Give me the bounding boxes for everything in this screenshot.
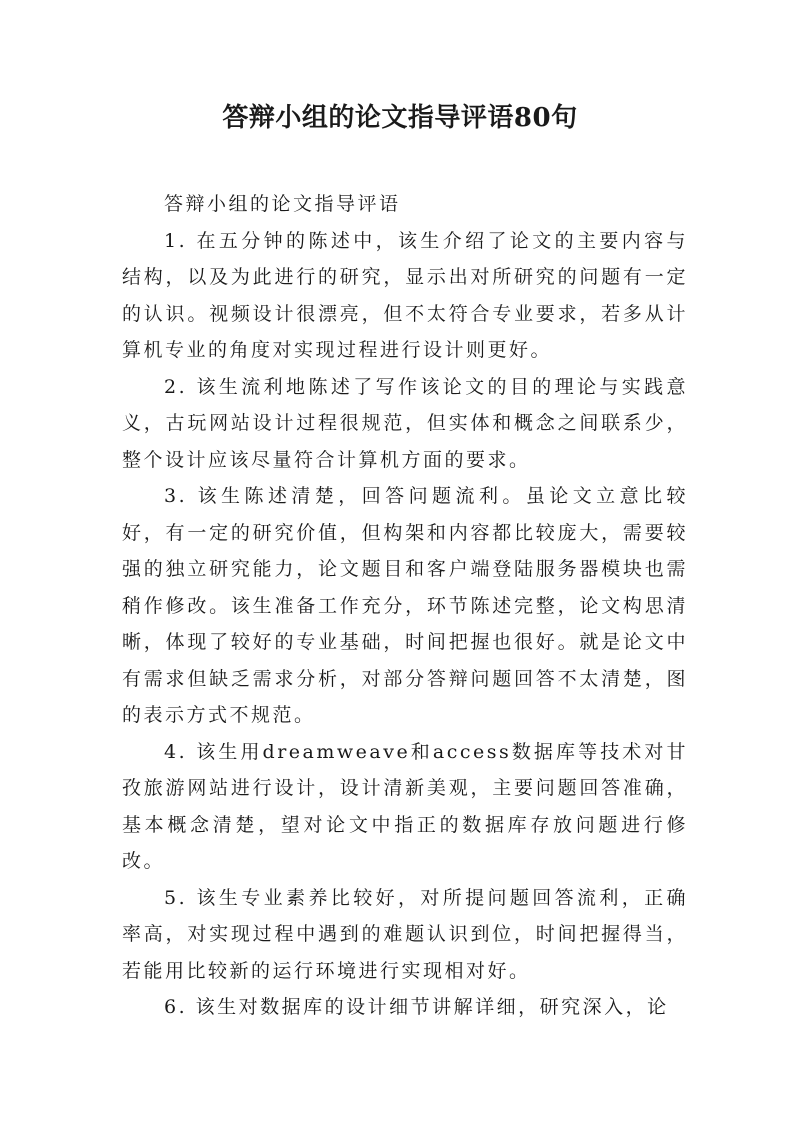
paragraph-1: 1. 在五分钟的陈述中，该生介绍了论文的主要内容与结构，以及为此进行的研究，显示出对所研究的问题有一定的认识。视频设计很漂亮，但不太符合专业要求，若多从计算机专业的角度对实现过程进行设计则更好。 — [122, 229, 688, 361]
paragraph-2: 2. 该生流利地陈述了写作该论文的目的理论与实践意义，古玩网站设计过程很规范，但实体和概念之间联系少，整个设计应该尽量符合计算机方面的要求。 — [122, 375, 688, 471]
document-subtitle: 答辩小组的论文指导评语 — [164, 193, 401, 215]
document-body — [122, 186, 688, 1026]
paragraph-3: 3. 该生陈述清楚，回答问题流利。虽论文立意比较好，有一定的研究价值，但构架和内容都比较庞大，需要较强的独立研究能力，论文题目和客户端登陆服务器模块也需稍作修改。该生准备工作充分，环节陈述完整，论文构思清晰，体现了较好的专业基础，时间把握也很好。就是论文中有需求但缺乏需求分析，对部分答辩问题回答不太清楚，图的表示方式不规范。 — [122, 485, 688, 726]
paragraph-5: 5. 该生专业素养比较好，对所提问题回答流利，正确率高，对实现过程中遇到的难题认识到位，时间把握得当，若能用比较新的运行环境进行实现相对好。 — [122, 886, 688, 982]
paragraph-4: 4. 该生用dreamweave和access数据库等技术对甘孜旅游网站进行设计，设计清新美观，主要问题回答准确，基本概念清楚，望对论文中指正的数据库存放问题进行修改。 — [122, 740, 688, 872]
paragraph-6: 6. 该生对数据库的设计细节讲解详细，研究深入，论 — [164, 996, 669, 1018]
document-title: 答辩小组的论文指导评语80句 — [222, 103, 578, 133]
